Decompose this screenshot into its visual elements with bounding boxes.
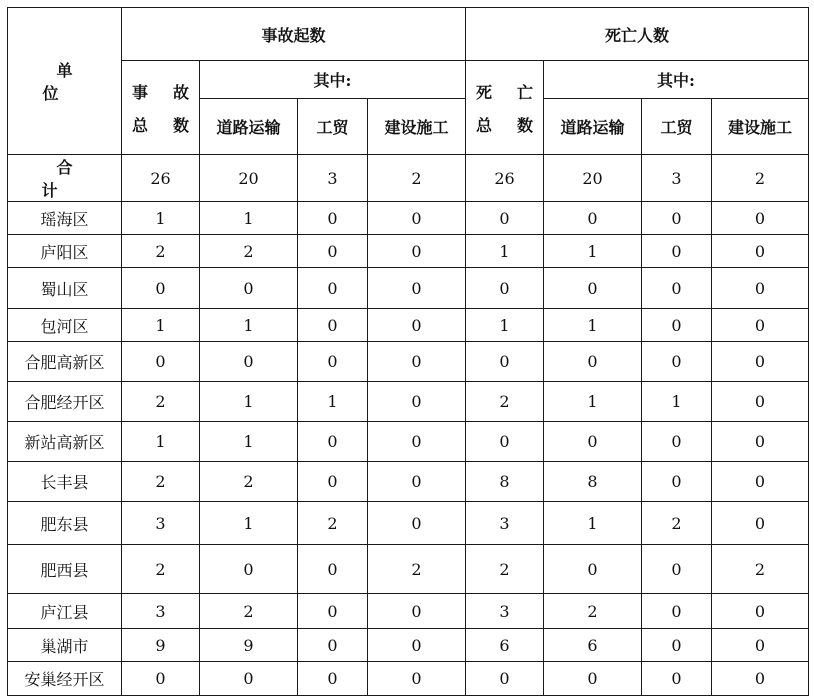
total-row bbox=[8, 155, 809, 202]
table-cell: 1 bbox=[544, 502, 642, 545]
table-cell: 1 bbox=[200, 202, 298, 235]
region-name: 合肥高新区 bbox=[8, 342, 122, 382]
table-cell: 0 bbox=[712, 422, 809, 462]
table-row bbox=[8, 342, 809, 382]
table-cell: 0 bbox=[544, 545, 642, 594]
table-cell: 0 bbox=[200, 268, 298, 309]
region-name: 巢湖市 bbox=[8, 629, 122, 662]
table-cell: 0 bbox=[122, 342, 200, 382]
table-cell: 2 bbox=[200, 462, 298, 502]
deaths-construction-header: 建设施工 bbox=[712, 99, 809, 155]
table-cell: 2 bbox=[122, 235, 200, 268]
total-row-label: 合计 bbox=[8, 155, 122, 202]
table-row bbox=[8, 382, 809, 422]
table-cell: 0 bbox=[712, 502, 809, 545]
accidents-industry-trade-header: 工贸 bbox=[298, 99, 368, 155]
table-cell: 2 bbox=[200, 594, 298, 629]
table-cell: 2 bbox=[122, 382, 200, 422]
table-cell: 0 bbox=[368, 309, 466, 342]
table-row bbox=[8, 545, 809, 594]
region-name: 包河区 bbox=[8, 309, 122, 342]
table-cell: 0 bbox=[544, 342, 642, 382]
table-cell: 2 bbox=[122, 462, 200, 502]
table-cell: 0 bbox=[368, 422, 466, 462]
table-cell: 0 bbox=[712, 202, 809, 235]
table-cell: 1 bbox=[544, 235, 642, 268]
table-cell: 0 bbox=[712, 309, 809, 342]
table-cell: 8 bbox=[466, 462, 544, 502]
table-row bbox=[8, 268, 809, 309]
table-cell: 8 bbox=[544, 462, 642, 502]
table-cell: 0 bbox=[122, 662, 200, 696]
table-cell: 0 bbox=[642, 268, 712, 309]
region-name: 庐阳区 bbox=[8, 235, 122, 268]
table-cell: 3 bbox=[298, 155, 368, 202]
table-cell: 0 bbox=[200, 545, 298, 594]
unit-header-label: 单位 bbox=[42, 61, 101, 103]
table-cell: 0 bbox=[544, 202, 642, 235]
table-cell: 0 bbox=[466, 422, 544, 462]
unit-header bbox=[8, 8, 122, 155]
table-cell: 0 bbox=[642, 422, 712, 462]
table-cell: 2 bbox=[466, 545, 544, 594]
table-cell: 0 bbox=[466, 202, 544, 235]
table-cell: 0 bbox=[368, 268, 466, 309]
table-cell: 0 bbox=[200, 342, 298, 382]
table-cell: 0 bbox=[298, 309, 368, 342]
table-cell: 0 bbox=[544, 662, 642, 696]
table-cell: 0 bbox=[368, 502, 466, 545]
table-cell: 1 bbox=[466, 309, 544, 342]
table-cell: 0 bbox=[642, 662, 712, 696]
table-cell: 1 bbox=[122, 202, 200, 235]
table-cell: 0 bbox=[368, 202, 466, 235]
table-cell: 0 bbox=[544, 268, 642, 309]
table-cell: 0 bbox=[544, 422, 642, 462]
table-cell: 0 bbox=[368, 462, 466, 502]
table-cell: 1 bbox=[200, 382, 298, 422]
table-cell: 1 bbox=[122, 309, 200, 342]
accidents-road-transport-header: 道路运输 bbox=[200, 99, 298, 155]
table-cell: 3 bbox=[466, 502, 544, 545]
table-cell: 0 bbox=[298, 342, 368, 382]
table-cell: 0 bbox=[466, 662, 544, 696]
table-cell: 0 bbox=[642, 342, 712, 382]
table-cell: 2 bbox=[466, 382, 544, 422]
table-cell: 3 bbox=[122, 502, 200, 545]
table-row bbox=[8, 202, 809, 235]
table-cell: 0 bbox=[122, 268, 200, 309]
table-cell: 1 bbox=[544, 309, 642, 342]
table-cell: 0 bbox=[642, 309, 712, 342]
table-row bbox=[8, 309, 809, 342]
accidents-total-header: 事 故 总 数 bbox=[122, 61, 200, 155]
table-cell: 2 bbox=[368, 545, 466, 594]
table-cell: 0 bbox=[298, 462, 368, 502]
table-cell: 9 bbox=[200, 629, 298, 662]
table-cell: 0 bbox=[368, 662, 466, 696]
table-cell: 0 bbox=[642, 545, 712, 594]
table-cell: 2 bbox=[544, 594, 642, 629]
table-cell: 2 bbox=[122, 545, 200, 594]
accidents-group-header: 事故起数 bbox=[122, 8, 466, 61]
table-cell: 3 bbox=[466, 594, 544, 629]
table-cell: 0 bbox=[298, 235, 368, 268]
table-cell: 20 bbox=[544, 155, 642, 202]
table-cell: 2 bbox=[200, 235, 298, 268]
table-cell: 1 bbox=[642, 382, 712, 422]
table-cell: 2 bbox=[642, 502, 712, 545]
table-cell: 0 bbox=[642, 462, 712, 502]
table-cell: 0 bbox=[642, 202, 712, 235]
region-name: 肥西县 bbox=[8, 545, 122, 594]
deaths-group-header: 死亡人数 bbox=[466, 8, 809, 61]
table-cell: 6 bbox=[544, 629, 642, 662]
region-name: 瑶海区 bbox=[8, 202, 122, 235]
table-cell: 0 bbox=[368, 382, 466, 422]
region-name: 合肥经开区 bbox=[8, 382, 122, 422]
table-cell: 1 bbox=[200, 422, 298, 462]
table-cell: 0 bbox=[642, 235, 712, 268]
table-cell: 1 bbox=[298, 382, 368, 422]
table-cell: 2 bbox=[368, 155, 466, 202]
table-cell: 0 bbox=[466, 268, 544, 309]
table-cell: 0 bbox=[712, 594, 809, 629]
table-cell: 0 bbox=[712, 235, 809, 268]
table-cell: 3 bbox=[122, 594, 200, 629]
table-cell: 2 bbox=[712, 545, 809, 594]
table-cell: 0 bbox=[298, 202, 368, 235]
table-cell: 0 bbox=[712, 629, 809, 662]
region-name: 新站高新区 bbox=[8, 422, 122, 462]
table-cell: 0 bbox=[712, 268, 809, 309]
table-cell: 0 bbox=[642, 594, 712, 629]
table-cell: 0 bbox=[712, 462, 809, 502]
table-row bbox=[8, 662, 809, 696]
table-cell: 26 bbox=[466, 155, 544, 202]
region-name: 长丰县 bbox=[8, 462, 122, 502]
table-row bbox=[8, 422, 809, 462]
table-row bbox=[8, 502, 809, 545]
table-cell: 3 bbox=[642, 155, 712, 202]
table-row bbox=[8, 629, 809, 662]
table-cell: 0 bbox=[298, 629, 368, 662]
table-cell: 1 bbox=[200, 502, 298, 545]
table-cell: 0 bbox=[298, 268, 368, 309]
table-row bbox=[8, 235, 809, 268]
table-cell: 0 bbox=[368, 629, 466, 662]
deaths-industry-trade-header: 工贸 bbox=[642, 99, 712, 155]
deaths-of-which-header: 其中: bbox=[544, 61, 809, 99]
table-cell: 2 bbox=[712, 155, 809, 202]
deaths-total-header: 死 亡 总 数 bbox=[466, 61, 544, 155]
table-cell: 6 bbox=[466, 629, 544, 662]
table-cell: 0 bbox=[368, 594, 466, 629]
table-cell: 0 bbox=[466, 342, 544, 382]
table-cell: 9 bbox=[122, 629, 200, 662]
table-cell: 1 bbox=[200, 309, 298, 342]
table-cell: 20 bbox=[200, 155, 298, 202]
table-cell: 0 bbox=[368, 342, 466, 382]
table-cell: 0 bbox=[712, 662, 809, 696]
accidents-of-which-header: 其中: bbox=[200, 61, 466, 99]
deaths-road-transport-header: 道路运输 bbox=[544, 99, 642, 155]
table-cell: 0 bbox=[712, 382, 809, 422]
table-cell: 0 bbox=[298, 594, 368, 629]
table-cell: 0 bbox=[298, 662, 368, 696]
region-name: 蜀山区 bbox=[8, 268, 122, 309]
table-body bbox=[8, 155, 809, 696]
table-cell: 26 bbox=[122, 155, 200, 202]
region-name: 安巢经开区 bbox=[8, 662, 122, 696]
table-row bbox=[8, 594, 809, 629]
region-name: 庐江县 bbox=[8, 594, 122, 629]
table-cell: 2 bbox=[298, 502, 368, 545]
table-cell: 0 bbox=[368, 235, 466, 268]
table-cell: 0 bbox=[298, 545, 368, 594]
region-name: 肥东县 bbox=[8, 502, 122, 545]
table-cell: 0 bbox=[642, 629, 712, 662]
table-cell: 1 bbox=[466, 235, 544, 268]
accidents-construction-header: 建设施工 bbox=[368, 99, 466, 155]
table-cell: 0 bbox=[712, 342, 809, 382]
table-row bbox=[8, 462, 809, 502]
accident-statistics-table bbox=[7, 7, 809, 696]
table-cell: 1 bbox=[122, 422, 200, 462]
table-cell: 0 bbox=[200, 662, 298, 696]
table-cell: 0 bbox=[298, 422, 368, 462]
table-cell: 1 bbox=[544, 382, 642, 422]
